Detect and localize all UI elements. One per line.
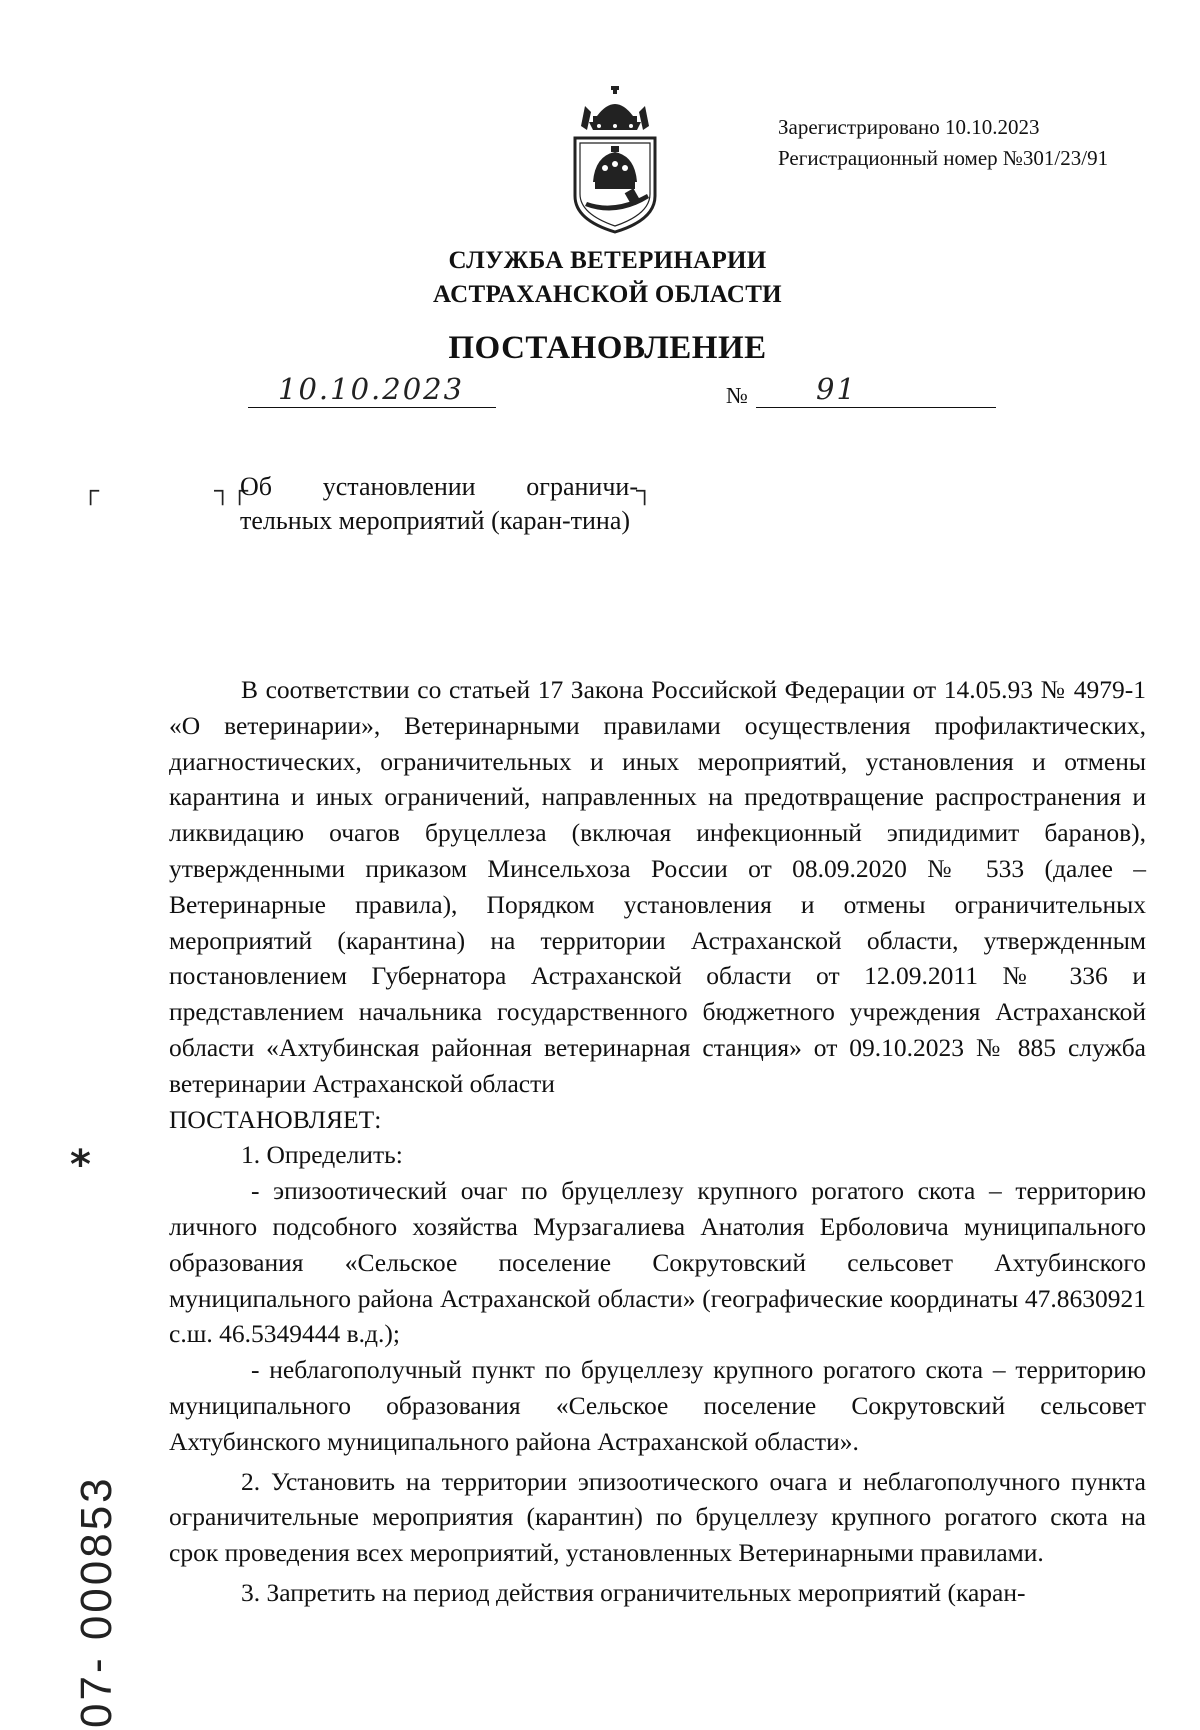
document-subject [240,470,638,538]
corner-mark-middle: ┐┌ [214,478,249,504]
organization-name [0,244,1200,312]
serial-number: 07- 000853 [72,1475,121,1728]
item-1: 1. Определить: [241,1140,403,1170]
margin-serial-stamp [64,1390,124,1730]
org-line-2: АСТРАХАНСКОЙ ОБЛАСТИ [433,281,782,308]
registration-stamp [778,112,1108,174]
document-number: 91 [816,372,857,406]
coat-of-arms-emblem [567,86,663,234]
resolution-word: ПОСТАНОВЛЯЕТ: [169,1104,382,1134]
registration-date: Зарегистрировано 10.10.2023 [778,115,1040,139]
subject-line-1: Об установлении ограничи- [240,472,638,501]
item-1-point: - неблагополучный пункт по бруцеллезу крупного рогатого скота – территорию муниципального образования «Сельское поселение Сокрутовский сельсовет Ахтубинского муниципального района Астраханской области». [169,1355,1146,1456]
number-underline [756,373,996,408]
margin-asterisk-mark: * [70,1142,91,1188]
document-body [169,672,1146,1611]
number-label: № [726,383,748,408]
item-3: 3. Запретить на период действия ограничительных мероприятий (каран- [241,1577,1026,1607]
item-1-focus: - эпизоотический очаг по бруцеллезу крупного рогатого скота – территорию личного подсобного хозяйства Мурзагалиева Анатолия Ерболовича муниципального образования «Сельское поселение Сокрутовский сельсовет Ахтубинского муниципального района Астраханской области» (географические координаты 47.8630921 с.ш. 46.5349444 в.д.); [169,1176,1146,1349]
document-date: 10.10.2023 [278,372,465,406]
document-type: ПОСТАНОВЛЕНИЕ [448,330,767,366]
item-2: 2. Установить на территории эпизоотического очага и неблагополучного пункта ограничительные мероприятия (карантин) по бруцеллезу крупного рогатого скота на срок проведения всех мероприятий, установленных Ветеринарными правилами. [169,1466,1146,1568]
subject-rest: тельных мероприятий (каран-тина) [240,506,631,535]
preamble-paragraph: В соответствии со статьей 17 Закона Российской Федерации от 14.05.93 № 4979-1 «О ветеринарии», Ветеринарными правилами осуществления профилактических, диагностических, ограничительных и иных мероприятий, установления и отмены карантина и иных ограничений, направленных на предотвращение распространения и ликвидацию очагов бруцеллеза (включая инфекционный эпидидимит баранов), утвержденными приказом Минсельхоза России от 08.09.2020 № 533 (далее – Ветеринарные правила), Порядком установления и отмены ограничительных мероприятий (карантина) на территории Астраханской области, утвержденным постановлением Губернатора Астраханской области от 12.09.2011 № 336 и представлением начальника государственного бюджетного учреждения Астраханской области «Ахтубинская районная ветеринарная станция» от 09.10.2023 № 885 служба ветеринарии Астраханской области [169,675,1146,1098]
corner-mark-right: ┐ [636,478,654,504]
org-line-1: СЛУЖБА ВЕТЕРИНАРИИ [448,247,767,274]
registration-number: Регистрационный номер №301/23/91 [778,146,1109,170]
corner-mark-left: ┌ [82,478,100,504]
